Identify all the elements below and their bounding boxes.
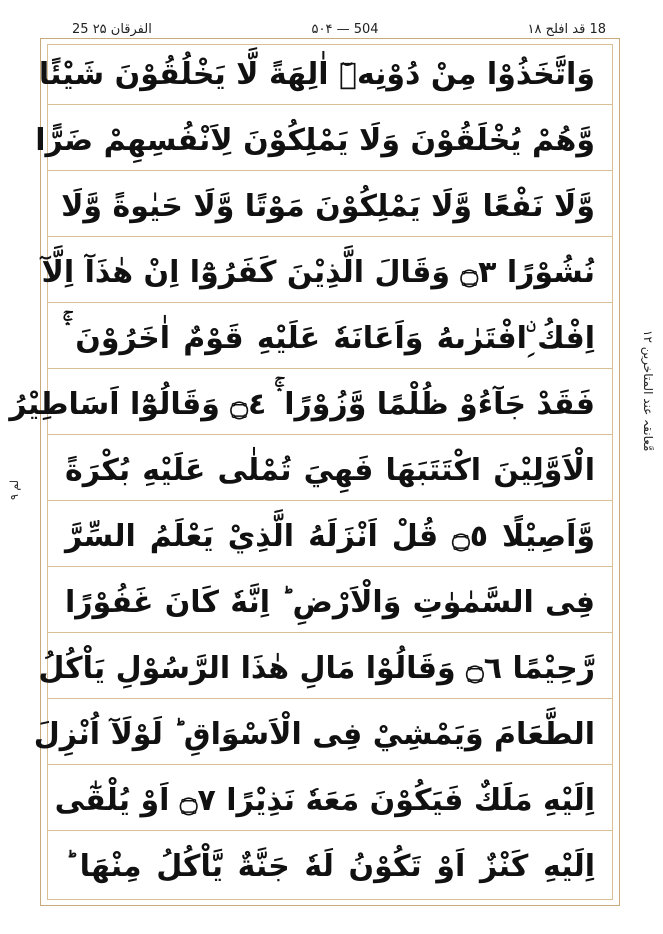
line-text: رَّحِيْمًا ۝٦ وَقَالُوْا مَالِ هٰذَا الرَّسُوْلِ يَاْكُلُ: [38, 650, 595, 686]
text-line-9: [47, 573, 613, 633]
line-text: فِى السَّمٰوٰتِ وَالْاَرْضِ ؕ اِنَّهٗ كَانَ غَفُوْرًا: [65, 584, 595, 620]
juz-name-label: 18 قد افلح ۱۸: [527, 22, 606, 37]
text-line-2: [35, 111, 613, 171]
text-line-8: [47, 507, 613, 567]
line-text: وَّلَا نَفْعًا وَّلَا يَمْلِكُوْنَ مَوْتًا وَّلَا حَيٰوةً وَّلَا: [61, 188, 595, 224]
text-line-12: [47, 771, 613, 831]
line-text: وَّاَصِيْلًا ۝٥ قُلْ اَنْزَلَهُ الَّذِيْ يَعْلَمُ السِّرَّ: [65, 518, 596, 554]
right-margin-note: مَّعانقہ عند المتاخرین ۱۲: [641, 330, 655, 452]
line-text: الْاَوَّلِيْنَ اكْتَتَبَهَا فَهِيَ تُمْلٰى عَلَيْهِ بُكْرَةً: [65, 452, 595, 488]
text-line-13: [47, 837, 613, 897]
line-text: وَّهُمْ يُخْلَقُوْنَ وَلَا يَمْلِكُوْنَ لِاَنْفُسِهِمْ ضَرًّا: [35, 122, 595, 158]
text-line-4: [41, 243, 613, 303]
text-line-11: [33, 705, 613, 765]
line-text: اِلَيْهِ مَلَكٌ فَيَكُوْنَ مَعَهٗ نَذِيْرًا ۝٧ اَوْ يُلْقٰٓى: [54, 782, 595, 818]
text-line-5: [47, 309, 613, 369]
text-line-6: [9, 375, 613, 435]
text-line-1: [38, 45, 613, 105]
line-text: وَاتَّخَذُوْا مِنْ دُوْنِهٖٓ اٰلِهَةً لَّا يَخْلُقُوْنَ شَيْئًا: [38, 56, 595, 92]
line-text: اِفْكُ ِۨافْتَرٰىهُ وَاَعَانَهٗ عَلَيْهِ قَوْمٌ اٰخَرُوْنَ ۛۚ: [65, 320, 595, 356]
left-margin-note: لم ۹: [8, 479, 21, 500]
line-text: فَقَدْ جَآءُوْ ظُلْمًا وَّزُوْرًا ۛۚ ۝٤ وَقَالُوْٓا اَسَاطِيْرُ: [9, 386, 595, 422]
surah-name-label: 25 الفرقان ۲۵: [72, 22, 152, 37]
line-text: نُشُوْرًا ۝٣ وَقَالَ الَّذِيْنَ كَفَرُوْٓا اِنْ هٰذَآ اِلَّآ: [41, 254, 595, 290]
page-number: ۵۰۴ — 504: [311, 22, 379, 37]
text-line-3: [47, 177, 613, 237]
line-text: الطَّعَامَ وَيَمْشِيْ فِى الْاَسْوَاقِ ؕ لَوْلَآ اُنْزِلَ: [33, 716, 595, 752]
text-line-10: [38, 639, 613, 699]
text-line-7: [47, 441, 613, 501]
line-text: اِلَيْهِ كَنْزٌ اَوْ تَكُوْنُ لَهٗ جَنَّةٌ يَّاْكُلُ مِنْهَا ؕ: [65, 849, 595, 884]
